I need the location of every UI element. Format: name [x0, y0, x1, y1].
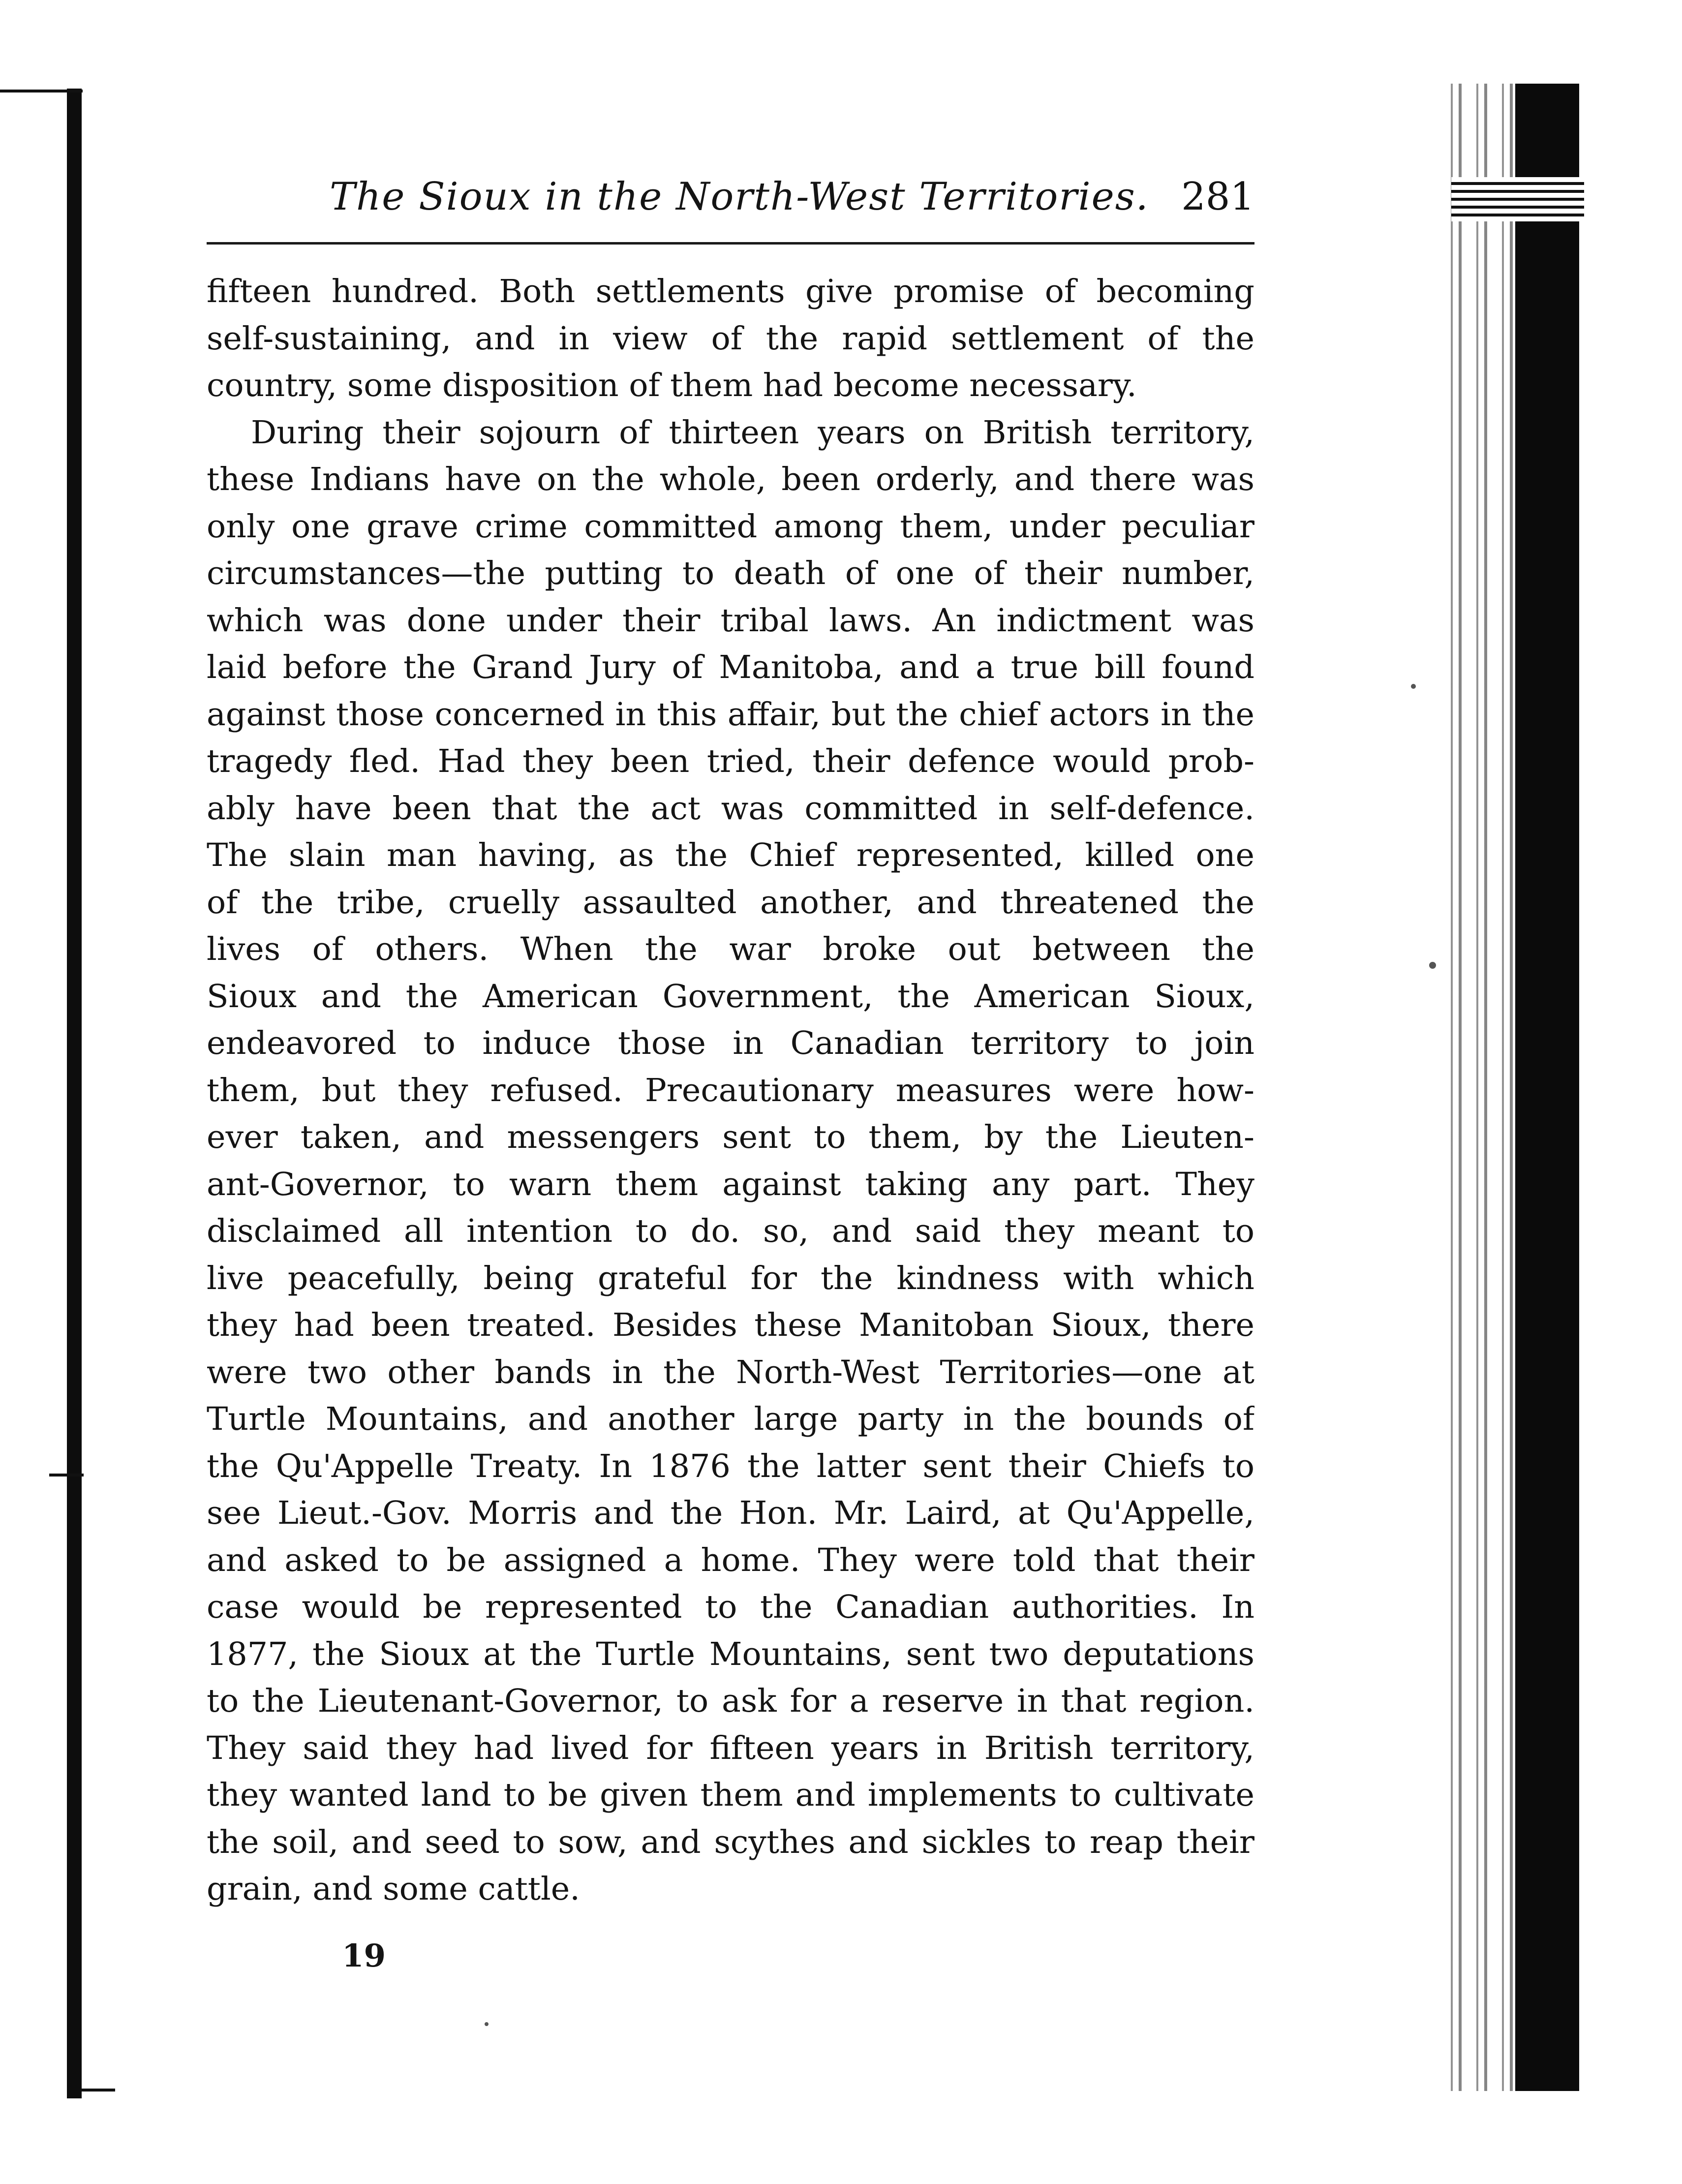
text-line: They said they had lived for fifteen years in British territory,: [207, 1729, 1254, 1767]
text-line: they had been treated. Besides these Manitoban Sioux, there: [207, 1307, 1254, 1344]
gutter-tick-top: [0, 90, 83, 92]
text-line: fifteen hundred. Both settlements give promise of becoming: [207, 273, 1254, 310]
text-line: lives of others. When the war broke out between the: [207, 931, 1254, 968]
gutter-tick-middle: [49, 1474, 84, 1477]
text-line: case would be represented to the Canadian authorities. In: [207, 1589, 1254, 1626]
running-title: The Sioux in the North-West Territories.: [330, 175, 1149, 219]
speck: [1429, 962, 1436, 969]
binding-stripes: [1451, 177, 1584, 221]
text-line: against those concerned in this affair, but the chief actors in the: [207, 696, 1254, 733]
text-line: grain, and some cattle.: [207, 1871, 580, 1907]
gutter-tick-bottom: [82, 2089, 115, 2092]
page-number: 281: [1181, 175, 1254, 219]
text-line: of the tribe, cruelly assaulted another, and threatened the: [207, 884, 1254, 921]
text-line: the Qu'Appelle Treaty. In 1876 the latter sent their Chiefs to: [207, 1447, 1254, 1485]
text-line: Sioux and the American Government, the American Sioux,: [207, 978, 1254, 1015]
text-line: 1877, the Sioux at the Turtle Mountains, sent two deputations: [207, 1635, 1254, 1673]
text-line: ever taken, and messengers sent to them, by the Lieuten-: [207, 1119, 1254, 1156]
text-line: these Indians have on the whole, been orderly, and there was: [207, 461, 1254, 498]
text-line: self-sustaining, and in view of the rapid settlement of the: [207, 320, 1254, 357]
text-line: ant-Governor, to warn them against taking any part. They: [207, 1166, 1254, 1203]
text-line: During their sojourn of thirteen years on British territory,: [251, 414, 1254, 451]
text-line: which was done under their tribal laws. An indictment was: [207, 602, 1254, 639]
text-line: The slain man having, as the Chief represented, killed one: [207, 837, 1254, 874]
text-line: live peacefully, being grateful for the kindness with which: [207, 1260, 1254, 1297]
text-line: they wanted land to be given them and implements to cultivate: [207, 1777, 1254, 1814]
text-line: them, but they refused. Precautionary measures were how-: [207, 1072, 1254, 1109]
body-text: [207, 268, 1254, 1913]
text-line: ably have been that the act was committed in self-defence.: [207, 790, 1254, 827]
text-line: tragedy fled. Had they been tried, their defence would prob-: [207, 743, 1254, 780]
speck: [485, 2022, 489, 2026]
text-line: and asked to be assigned a home. They were told that their: [207, 1541, 1254, 1579]
text-line: Turtle Mountains, and another large party in the bounds of: [207, 1401, 1254, 1438]
text-line: to the Lieutenant-Governor, to ask for a reserve in that region.: [207, 1683, 1254, 1720]
binding-shadow: [1515, 84, 1579, 2091]
text-line: the soil, and seed to sow, and scythes and sickles to reap their: [207, 1823, 1254, 1861]
text-line: disclaimed all intention to do. so, and said they meant to: [207, 1213, 1254, 1250]
text-line: endeavored to induce those in Canadian territory to join: [207, 1025, 1254, 1062]
running-head: [207, 175, 1254, 229]
text-line: only one grave crime committed among them, under peculiar: [207, 508, 1254, 545]
text-line: were two other bands in the North-West Territories—one at: [207, 1353, 1254, 1391]
signature-mark: 19: [342, 1938, 386, 1974]
header-rule: [207, 242, 1254, 245]
text-line: circumstances—the putting to death of one of their number,: [207, 555, 1254, 592]
text-line: laid before the Grand Jury of Manitoba, and a true bill found: [207, 649, 1254, 686]
text-line: see Lieut.-Gov. Morris and the Hon. Mr. Laird, at Qu'Appelle,: [207, 1495, 1254, 1532]
text-line: country, some disposition of them had become necessary.: [207, 367, 1137, 404]
speck: [1411, 684, 1416, 689]
left-gutter-bar: [67, 89, 82, 2098]
